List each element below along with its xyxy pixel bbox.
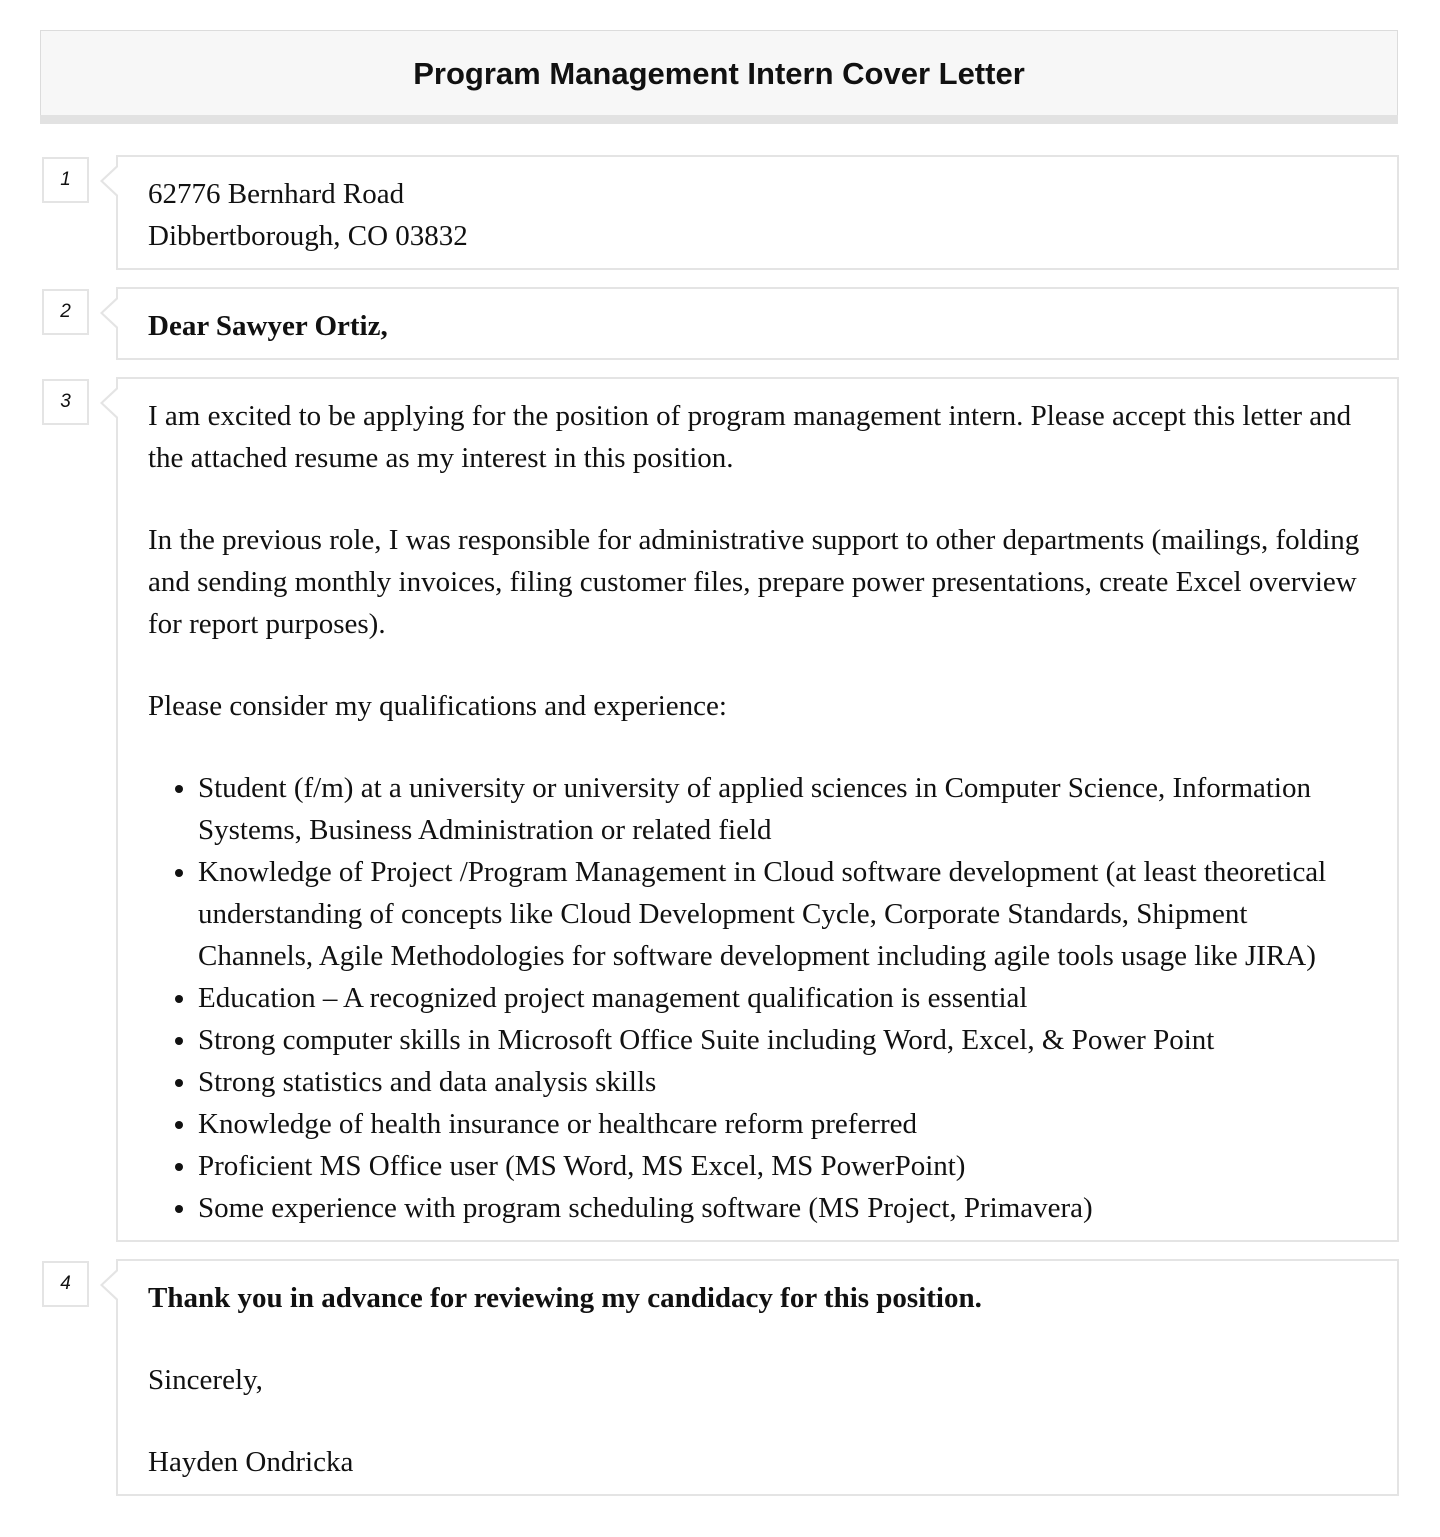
signature-name: Hayden Ondricka [148, 1446, 354, 1478]
section-salutation [116, 287, 1399, 360]
section-number-4: 4 [42, 1261, 89, 1307]
section-body [116, 377, 1399, 1242]
list-item: • Education – A recognized project management qualification is essential [198, 977, 1367, 1019]
section-number-2: 2 [42, 289, 89, 335]
address-line-1: 62776 Bernhard Road [148, 178, 405, 210]
list-item: • Knowledge of health insurance or healthcare reform preferred [198, 1103, 1367, 1145]
list-item: • Proficient MS Office user (MS Word, MS Excel, MS PowerPoint) [198, 1145, 1367, 1187]
section-number-3: 3 [42, 379, 89, 425]
qualifications-intro: Please consider my qualifications and experience: [148, 690, 727, 722]
section-address [116, 155, 1399, 270]
closing-line: Sincerely, [148, 1364, 263, 1396]
qualifications-list [148, 767, 1367, 1229]
intro-paragraph: I am excited to be applying for the position of program management intern. Please accept this letter and the attached resume as my interest in this position. [148, 400, 1352, 474]
list-item: • Strong computer skills in Microsoft Office Suite including Word, Excel, & Power Point [198, 1019, 1367, 1061]
paragraph-gap [148, 1401, 1367, 1441]
list-item: • Strong statistics and data analysis skills [198, 1061, 1367, 1103]
list-item: • Knowledge of Project /Program Management in Cloud software development (at least theoretical understanding of concepts like Cloud Development Cycle, Corporate Standards, Shipment Channels, Agile Methodologies for software development including agile tools usage like JIRA) [198, 851, 1367, 977]
list-item: • Some experience with program scheduling software (MS Project, Primavera) [198, 1187, 1367, 1229]
letter-title-bar [40, 30, 1398, 115]
paragraph-gap [148, 727, 1367, 767]
list-item: • Student (f/m) at a university or university of applied sciences in Computer Science, Information Systems, Business Administration or related field [198, 767, 1367, 851]
salutation: Dear Sawyer Ortiz, [148, 310, 388, 342]
paragraph-gap [148, 479, 1367, 519]
experience-paragraph: In the previous role, I was responsible for administrative support to other departments (mailings, folding and sending monthly invoices, filing customer files, prepare power presentations, create Excel overview for report purposes). [148, 524, 1360, 640]
section-closing [116, 1259, 1399, 1496]
thank-you-line: Thank you in advance for reviewing my candidacy for this position. [148, 1282, 982, 1314]
address-line-2: Dibbertborough, CO 03832 [148, 220, 468, 252]
paragraph-gap [148, 645, 1367, 685]
section-number-1: 1 [42, 157, 89, 203]
page-title: Program Management Intern Cover Letter [413, 56, 1025, 91]
paragraph-gap [148, 1319, 1367, 1359]
